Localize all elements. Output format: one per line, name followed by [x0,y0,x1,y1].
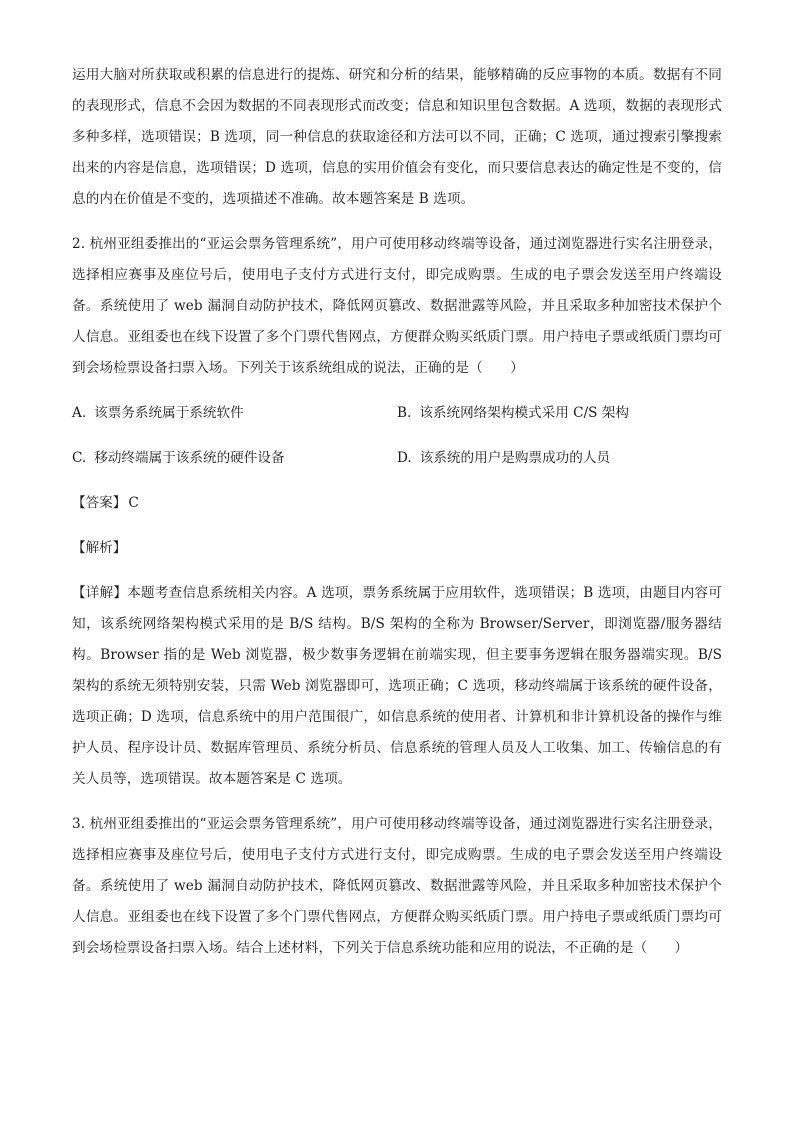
intro-paragraph: 运用大脑对所获取或积累的信息进行的提炼、研究和分析的结果，能够精确的反应事物的本质。数据有不同的表现形式，信息不会因为数据的不同表现形式而改变；信息和知识里包含数据。A 选项，数据的表现形式多种多样，选项错误；B 选项，同一种信息的获取途径和方法可以不同，正确；C 选项，通过搜索引擎搜索出来的内容是信息，选项错误；D 选项，信息的实用价值会有变化，而只要信息表达的确定性是不变的，信息的内在价值是不变的，选项描述不准确。故本题答案是 B 选项。 [72,67,722,207]
question-2-options [72,398,722,474]
answer-value: C [128,495,139,511]
option-text: 移动终端属于该系统的硬件设备 [94,450,285,466]
question-2-stem: 2. 杭州亚组委推出的“亚运会票务管理系统”，用户可使用移动终端等设备，通过浏览器进行实名注册登录，选择相应赛事及座位号后，使用电子支付方式进行支付，即完成购票。生成的电子票会发送至用户终端设备。系统使用了 web 漏洞自动防护技术，降低网页篡改、数据泄露等风险，并且采取多种加密技术保护个人信息。亚组委也在线下设置了多个门票代售网点，方便群众购买纸质门票。用户持电子票或纸质门票均可到会场检票设备扫票入场。下列关于该系统组成的说法，正确的是（ ） [72,236,722,376]
answer-line [72,488,722,519]
option-text: 该系统的用户是购票成功的人员 [419,450,611,466]
option-letter: A. [72,405,87,421]
document-page [72,60,722,964]
option-a[interactable] [72,398,397,429]
option-d[interactable] [397,443,722,474]
option-letter: B. [397,405,412,421]
question-2-detail: 【详解】本题考查信息系统相关内容。A 选项，票务系统属于应用软件，选项错误；B 选项，由题目内容可知，该系统网络架构模式采用的是 B/S 结构。B/S 架构的全称为 Browser/Server，即浏览器/服务器结构。Browser 指的是 Web 浏览器，极少数事务逻辑在前端实现，但主要事务逻辑在服务器端实现。B/S 架构的系统无须特别安装，只需 Web 浏览器即可，选项正确；C 选项，移动终端属于该系统的硬件设备，选项正确；D 选项，信息系统中的用户范围很广，如信息系统的使用者、计算机和非计算机设备的操作与维护人员、程序设计员、数据库管理员、系统分析员、信息系统的管理人员及人工收集、加工、传输信息的有关人员等，选项错误。故本题答案是 C 选项。 [72,585,722,787]
option-text: 该系统网络架构模式采用 C/S 架构 [419,405,629,421]
answer-label: 【答案】 [72,495,127,511]
option-c[interactable] [72,443,397,474]
option-letter: C. [72,450,87,466]
option-text: 该票务系统属于系统软件 [94,405,244,421]
analysis-label: 【解析】 [72,540,127,556]
option-b[interactable] [397,398,722,429]
option-letter: D. [397,450,412,466]
question-3-stem: 3. 杭州亚组委推出的“亚运会票务管理系统”，用户可使用移动终端等设备，通过浏览器进行实名注册登录，选择相应赛事及座位号后，使用电子支付方式进行支付，即完成购票。生成的电子票会发送至用户终端设备。系统使用了 web 漏洞自动防护技术，降低网页篡改、数据泄露等风险，并且采取多种加密技术保护个人信息。亚组委也在线下设置了多个门票代售网点，方便群众购买纸质门票。用户持电子票或纸质门票均可到会场检票设备扫票入场。结合上述材料，下列关于信息系统功能和应用的说法，不正确的是（ ） [72,816,722,956]
